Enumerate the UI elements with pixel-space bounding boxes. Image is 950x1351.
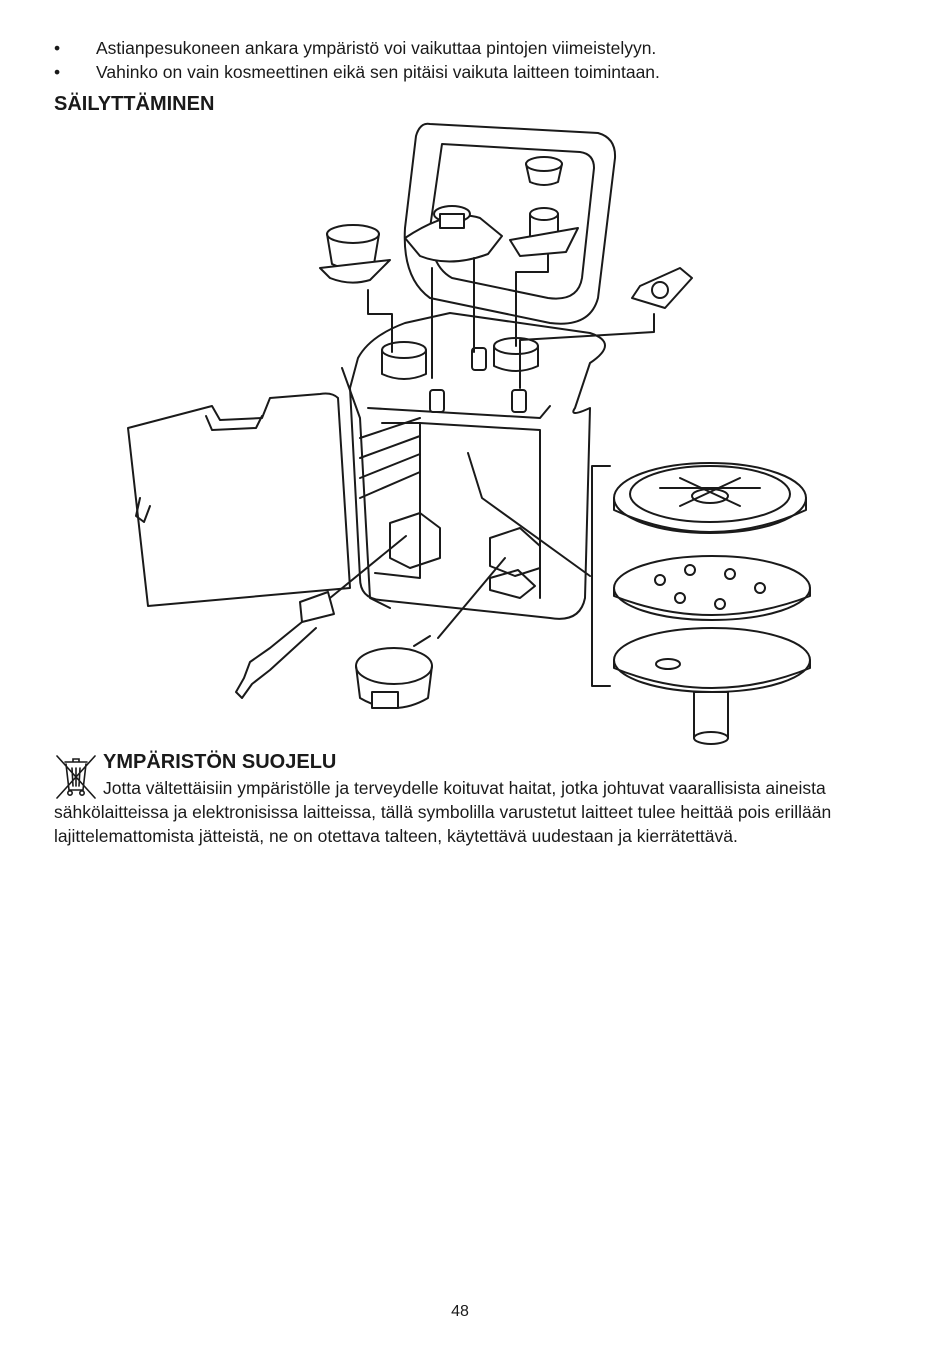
- bullet-item: [54, 60, 660, 84]
- page-number: 48: [451, 1303, 469, 1320]
- bullet-item: [54, 36, 660, 60]
- bullet-text: Vahinko on vain kosmeettinen eikä sen pitäisi vaikuta laitteen toimintaan.: [96, 62, 660, 82]
- bullet-marker: •: [54, 38, 61, 58]
- storage-case-illustration: [120, 118, 820, 748]
- storage-heading: SÄILYTTÄMINEN: [54, 93, 215, 115]
- bullet-text: Astianpesukoneen ankara ympäristö voi vaikuttaa pintojen viimeistelyyn.: [96, 38, 657, 58]
- environment-paragraph: Jotta vältettäisiin ympäristölle ja terveydelle koituvat haitat, jotka johtuvat vaarallisista aineista sähkölaitteissa ja elektronisissa laitteissa, tällä symbolilla varustetut laitteet tulee heittää pois erillään lajittelemattomista jätteistä, ne on otettava talteen, käytettävä uudestaan ja kierrätettävä.: [54, 778, 832, 846]
- bullet-marker: •: [54, 62, 61, 82]
- bullet-list: [54, 36, 660, 84]
- environment-heading: YMPÄRISTÖN SUOJELU: [103, 751, 337, 773]
